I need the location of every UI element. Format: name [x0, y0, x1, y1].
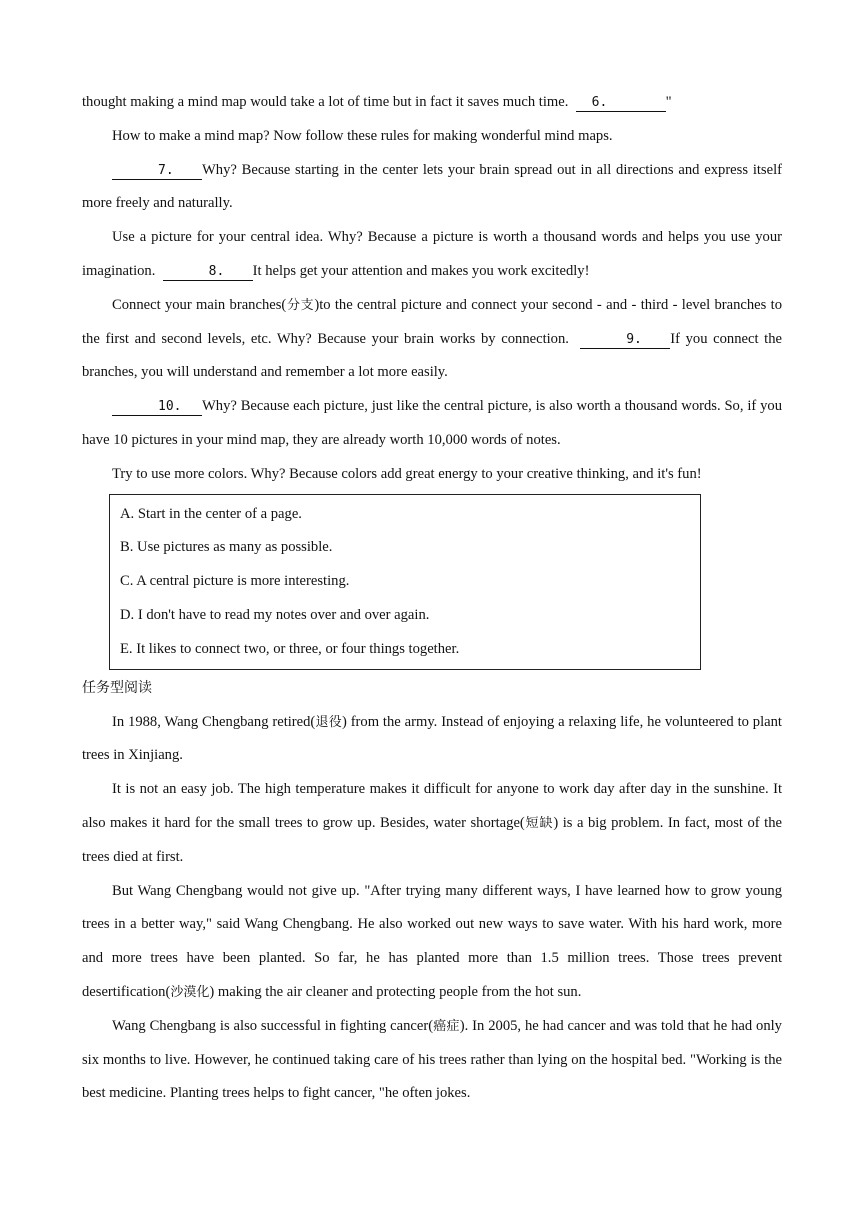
chinese-gloss: 分支: [286, 297, 315, 313]
answer-blank-10[interactable]: 10.: [112, 398, 202, 416]
paragraph: [82, 154, 782, 222]
document-page: [82, 86, 782, 1111]
paragraph: But Wang Chengbang would not give up. "After trying many different ways, I have learned how to grow young trees in a better way," said Wang Chengbang. He also worked out new ways to save water. With his hard work, more and more trees have been planted. So far, he has planted more than 1.5 million trees. Those trees prevent desertification(沙漠化) making the air cleaner and protecting people from the hot sun.: [82, 882, 782, 1000]
paragraph: How to make a mind map? Now follow these rules for making wonderful mind maps.: [112, 127, 613, 144]
answer-blank-8[interactable]: 8.: [163, 263, 253, 281]
paragraph-text: Why? Because starting in the center lets your brain spread out in all directions and express itself more freely and naturally.: [82, 161, 782, 212]
option-e: E. It likes to connect two, or three, or four things together.: [120, 640, 460, 657]
paragraph-text: Why? Because each picture, just like the central picture, is also worth a thousand words. So, if you have 10 pictures in your mind map, they are already worth 10,000 words of notes.: [82, 398, 782, 448]
option-a: A. Start in the center of a page.: [120, 505, 302, 522]
section-title: 任务型阅读: [82, 679, 152, 696]
paragraph: [82, 390, 782, 458]
option-d: D. I don't have to read my notes over and over again.: [120, 606, 430, 623]
paragraph: Try to use more colors. Why? Because colors add great energy to your creative thinking, and it's fun!: [112, 465, 702, 482]
answer-blank-6[interactable]: 6.: [576, 94, 666, 112]
paragraph: In 1988, Wang Chengbang retired(退役) from the army. Instead of enjoying a relaxing life, he volunteered to plant trees in Xinjiang.: [82, 713, 782, 764]
chinese-gloss: 癌症: [433, 1018, 460, 1034]
paragraph: thought making a mind map would take a lot of time but in fact it saves much time. 6. ": [82, 94, 672, 110]
paragraph-text: Use a picture for your central idea. Why? Because a picture is worth a thousand words and helps you use your imagination.: [82, 229, 782, 279]
options-box: [109, 494, 701, 670]
paragraph-text: If you connect the branches, you will understand and remember a lot more easily.: [82, 330, 782, 381]
paragraph: Connect your main branches(分支)to the central picture and connect your second - and - third - level branches to the first and second levels, etc. Why? Because your brain works by connection. 9. If you connect the branches, you will understand and remember a lot more easily.: [82, 296, 783, 381]
chinese-gloss: 短缺: [524, 815, 554, 831]
chinese-gloss: 退役: [315, 714, 342, 730]
paragraph: It is not an easy job. The high temperature makes it difficult for anyone to work day after day in the sunshine. It also makes it hard for the small trees to grow up. Besides, water shortage(短缺) is a big problem. In fact, most of the trees died at first.: [82, 781, 782, 865]
answer-blank-9[interactable]: 9.: [580, 331, 670, 349]
chinese-gloss: 沙漠化: [170, 984, 210, 1000]
paragraph: [82, 221, 782, 289]
paragraph-text: thought making a mind map would take a lot of time but in fact it saves much time.: [82, 94, 569, 110]
option-b: B. Use pictures as many as possible.: [120, 539, 333, 556]
option-c: C. A central picture is more interesting.: [120, 573, 350, 590]
paragraph-text: It helps get your attention and makes you work excitedly!: [252, 262, 590, 279]
paragraph: Wang Chengbang is also successful in fighting cancer(癌症). In 2005, he had cancer and was told that he had only six months to live. However, he continued taking care of his trees rather than lying on the hospital bed. "Working is the best medicine. Planting trees helps to fight cancer, "he often jokes.: [82, 1017, 782, 1102]
answer-blank-7[interactable]: 7.: [112, 162, 202, 180]
